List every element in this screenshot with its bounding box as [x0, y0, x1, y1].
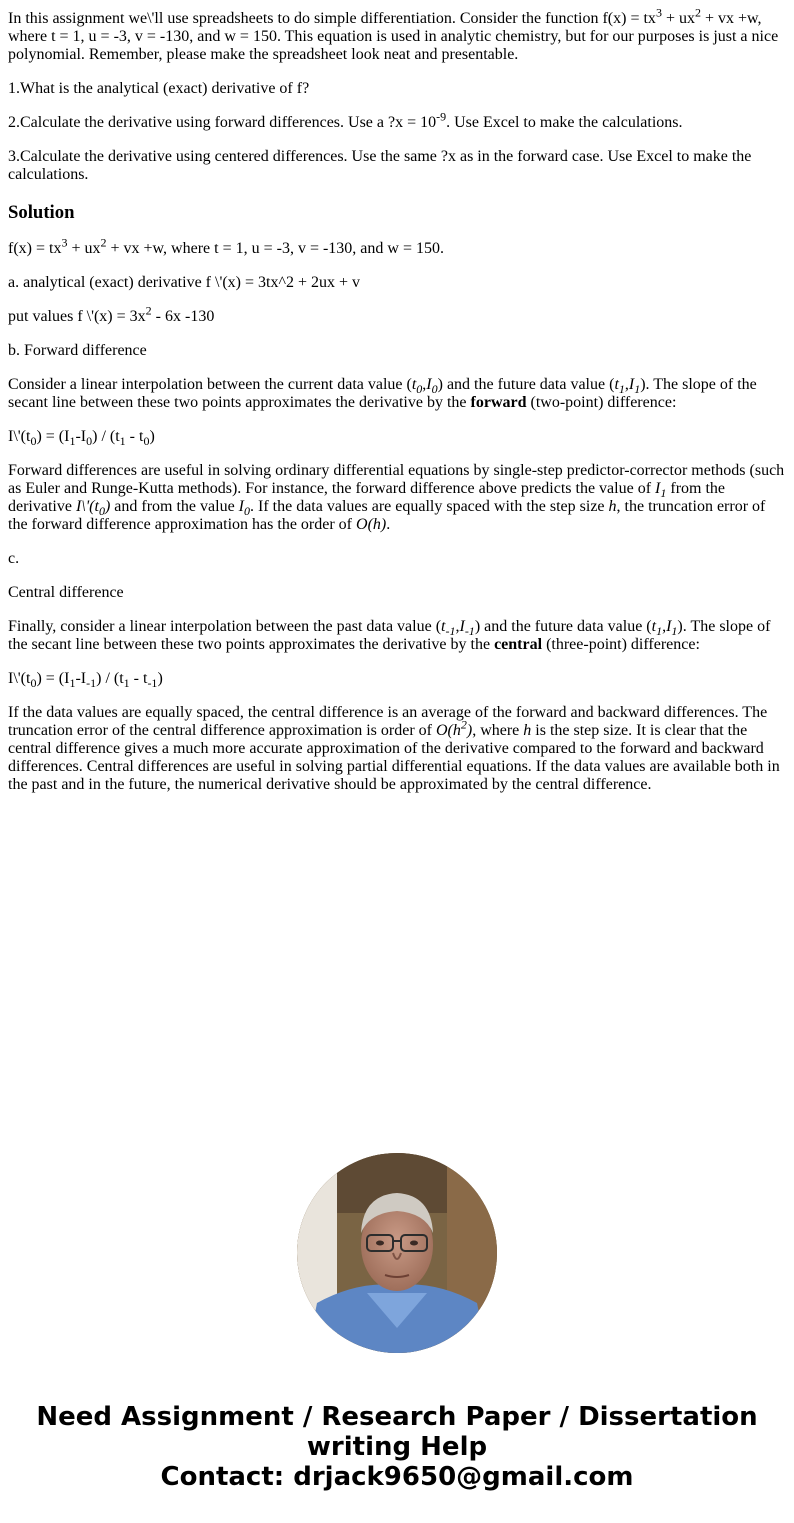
- function-exponent-3: 3: [61, 235, 68, 250]
- sub-0: 0: [416, 382, 423, 397]
- solution-heading: Solution: [8, 202, 75, 223]
- paren-close: ): [104, 498, 111, 515]
- central-use-text-c: is the step size. It is clear that the central difference gives a much more accurate approximation of the derivative compared to the forward and backward differences. Central differences are useful in solving partial differential equations. If the data values are available both in the past and in the future, the numerical derivative should be approximated by the central difference.: [8, 722, 780, 793]
- central-text-a: Finally, consider a linear interpolation between the past data value (: [8, 618, 442, 635]
- sub-1: 1: [656, 624, 663, 639]
- function-text-a: f(x) = tx: [8, 240, 62, 257]
- promo-footer: [0, 1402, 794, 1492]
- sub-0: 0: [431, 382, 438, 397]
- forward-use-text-c: and from the value: [110, 498, 239, 515]
- var-i: I: [238, 498, 244, 515]
- sub-minus-1: -1: [464, 624, 475, 639]
- formula-sub: 0: [86, 434, 93, 449]
- formula-part: ) / (t: [92, 428, 120, 445]
- central-text-d: (three-point) difference:: [542, 636, 700, 653]
- formula-sub: -1: [147, 676, 158, 691]
- q2-text-b: . Use Excel to make the calculations.: [446, 114, 683, 131]
- var-t: t: [614, 376, 619, 393]
- function-text-b: + ux: [67, 240, 101, 257]
- forward-use-text-f: .: [386, 516, 391, 533]
- q2-exponent: -9: [436, 109, 447, 124]
- formula-sub: 1: [69, 434, 76, 449]
- comma: ,: [455, 618, 460, 635]
- order-term: O(h): [356, 516, 387, 533]
- sub-minus-1: -1: [445, 624, 456, 639]
- central-text-c: ). The slope of the secant line between these two points approximates the derivative by the: [8, 618, 771, 653]
- var-i: I: [426, 376, 432, 393]
- formula-sub: 0: [30, 676, 37, 691]
- footer-contact: Contact: drjack9650@gmail.com: [160, 1462, 634, 1492]
- sub-1: 1: [671, 624, 678, 639]
- formula-part: I\'(t: [8, 670, 31, 687]
- forward-bold-term: forward: [470, 394, 527, 411]
- central-use-text-a: If the data values are equally spaced, the central difference is an average of the forward and backward differences. The truncation error of the central difference approximation is order of: [8, 704, 768, 739]
- intro-text-c: + vx +w, where t = 1, u = -3, v = -130, and w = 150. This equation is used in analytic chemistry, but for our purposes is just a nice polynomial. Remember, please make the spreadsheet look neat and presentable.: [8, 10, 779, 63]
- forward-text-c: ). The slope of the secant line between these two points approximates the derivative by the: [8, 376, 757, 411]
- intro-text-a: In this assignment we\'ll use spreadsheets to do simple differentiation. Consider the function f(x) = tx: [8, 10, 656, 27]
- forward-use-text-a: Forward differences are useful in solving ordinary differential equations by single-step predictor-corrector methods (such as Euler and Runge-Kutta methods). For instance, the forward difference above predicts the value of: [8, 462, 785, 497]
- formula-part: ): [149, 428, 155, 445]
- q2-text-a: 2.Calculate the derivative using forward differences. Use a ?x = 10: [8, 114, 437, 131]
- var-h: h: [523, 722, 532, 739]
- formula-part: - t: [125, 428, 144, 445]
- exponent-2: 2: [694, 5, 701, 20]
- central-title: Central difference: [8, 584, 124, 601]
- var-i: I: [628, 376, 635, 393]
- var-i: I: [459, 618, 465, 635]
- question-3: 3.Calculate the derivative using centered differences. Use the same ?x as in the forward case. Use Excel to make the calculations.: [8, 148, 752, 183]
- put-values-text-a: put values f \'(x) = 3x: [8, 308, 146, 325]
- formula-sub: 1: [123, 676, 130, 691]
- put-values-text-b: - 6x -130: [151, 308, 215, 325]
- function-text-c: + vx +w, where t = 1, u = -3, v = -130, and w = 150.: [106, 240, 444, 257]
- forward-formula: [8, 428, 786, 449]
- central-use-paragraph: [8, 704, 786, 794]
- formula-part: -I: [75, 428, 87, 445]
- formula-sub: 1: [69, 676, 76, 691]
- sub-1: 1: [660, 486, 667, 501]
- central-text-b: ) and the future data value (: [474, 618, 652, 635]
- comma: ,: [662, 618, 667, 635]
- formula-part: -I: [75, 670, 87, 687]
- footer-line-1: Need Assignment / Research Paper / Dissertation: [36, 1402, 758, 1432]
- sub-0: 0: [244, 504, 250, 519]
- forward-text-b: ) and the future data value (: [437, 376, 615, 393]
- sub-1: 1: [618, 382, 625, 397]
- forward-use-text-d: . If the data values are equally spaced with the step size: [250, 498, 609, 515]
- document-body: [8, 0, 786, 810]
- question-2: [8, 109, 786, 132]
- var-i: I: [655, 480, 661, 497]
- comma: ,: [624, 376, 629, 393]
- order-term: O(h: [435, 722, 461, 739]
- forward-use-text-b: from the derivative: [8, 480, 726, 515]
- formula-part: ): [157, 670, 163, 687]
- question-1: 1.What is the analytical (exact) derivative of f?: [8, 80, 310, 97]
- forward-text-d: (two-point) difference:: [526, 394, 677, 411]
- put-values-line: [8, 303, 786, 326]
- comma: ,: [422, 376, 427, 393]
- forward-paragraph: [8, 376, 786, 412]
- formula-sub: -1: [86, 676, 97, 691]
- part-a-derivative: a. analytical (exact) derivative f \'(x) = 3tx^2 + 2ux + v: [8, 274, 360, 291]
- function-exponent-2: 2: [100, 235, 107, 250]
- author-photo: [297, 1153, 497, 1353]
- solution-function-line: [8, 235, 786, 258]
- sub-1: 1: [634, 382, 641, 397]
- central-paragraph: [8, 618, 786, 654]
- formula-part: ) / (t: [96, 670, 124, 687]
- sub-0: 0: [98, 504, 105, 519]
- question-intro: [8, 5, 786, 64]
- forward-text-a: Consider a linear interpolation between the current data value (: [8, 376, 412, 393]
- formula-part: - t: [129, 670, 148, 687]
- put-values-exponent: 2: [145, 303, 152, 318]
- central-use-text-b: , where: [472, 722, 524, 739]
- footer-line-2: writing Help: [306, 1432, 488, 1462]
- formula-part: ) = (I: [36, 428, 70, 445]
- portrait-image: [297, 1153, 497, 1353]
- central-bold-term: central: [494, 636, 543, 653]
- forward-use-paragraph: [8, 462, 786, 534]
- part-c-label: c.: [8, 550, 20, 567]
- exponent-3: 3: [655, 5, 662, 20]
- order-exponent: 2: [460, 717, 467, 732]
- var-t: t: [651, 618, 657, 635]
- paren-close: ): [466, 722, 473, 739]
- formula-sub: 0: [143, 434, 150, 449]
- var-t: t: [441, 618, 446, 635]
- derivative-term: I\'(t: [75, 498, 99, 515]
- forward-use-text-e: , the truncation error of the forward difference approximation has the order of: [8, 498, 766, 533]
- formula-sub: 1: [119, 434, 126, 449]
- formula-sub: 0: [30, 434, 37, 449]
- formula-part: I\'(t: [8, 428, 31, 445]
- part-b-title: b. Forward difference: [8, 342, 147, 359]
- formula-part: ) = (I: [36, 670, 70, 687]
- var-h: h: [608, 498, 617, 515]
- var-i: I: [666, 618, 672, 635]
- var-t: t: [411, 376, 417, 393]
- central-formula: [8, 670, 786, 691]
- intro-text-b: + ux: [661, 10, 695, 27]
